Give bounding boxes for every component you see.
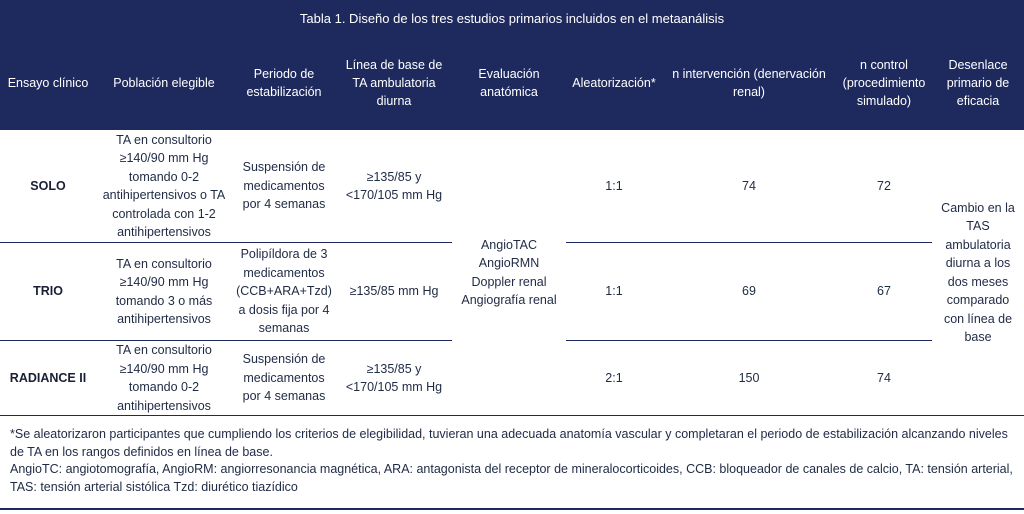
randomization-cell: 1:1 bbox=[566, 243, 662, 341]
anatomy-item: AngioTAC bbox=[480, 237, 538, 252]
trial-name: RADIANCE II bbox=[0, 341, 96, 416]
trial-name: SOLO bbox=[0, 130, 96, 243]
table-row bbox=[0, 130, 1024, 243]
table-title: Tabla 1. Diseño de los tres estudios primarios incluidos en el metaanálisis bbox=[0, 0, 1024, 36]
baseline-cell: ≥135/85 y <170/105 mm Hg bbox=[336, 130, 452, 243]
population-cell: TA en consultorio ≥140/90 mm Hg tomando 0-2 antihipertensivos o TA controlada con 1-2 antihipertensivos bbox=[96, 130, 232, 243]
header-row bbox=[0, 36, 1024, 130]
n-intervention-cell: 69 bbox=[662, 243, 836, 341]
population-cell: TA en consultorio ≥140/90 mm Hg tomando 0-2 antihipertensivos bbox=[96, 341, 232, 416]
header-trial: Ensayo clínico bbox=[0, 36, 96, 130]
n-control-cell: 74 bbox=[836, 341, 932, 416]
randomization-cell: 2:1 bbox=[566, 341, 662, 416]
baseline-cell: ≥135/85 y <170/105 mm Hg bbox=[336, 341, 452, 416]
header-n-control: n control (procedimiento simulado) bbox=[836, 36, 932, 130]
n-control-cell: 72 bbox=[836, 130, 932, 243]
baseline-cell: ≥135/85 mm Hg bbox=[336, 243, 452, 341]
n-intervention-cell: 74 bbox=[662, 130, 836, 243]
header-outcome: Desenlace primario de eficacia bbox=[932, 36, 1024, 130]
anatomy-item: AngioRMN bbox=[478, 256, 540, 270]
trial-name: TRIO bbox=[0, 243, 96, 341]
anatomy-item: Angiografía renal bbox=[461, 293, 557, 307]
header-stabilization: Periodo de estabilización bbox=[232, 36, 336, 130]
header-anatomy: Evaluación anatómica bbox=[452, 36, 566, 130]
study-design-table bbox=[0, 36, 1024, 416]
n-intervention-cell: 150 bbox=[662, 341, 836, 416]
anatomy-cell bbox=[452, 130, 566, 416]
stabilization-cell: Suspensión de medicamentos por 4 semanas bbox=[232, 130, 336, 243]
header-population: Población elegible bbox=[96, 36, 232, 130]
randomization-cell: 1:1 bbox=[566, 130, 662, 243]
table-footnotes bbox=[10, 426, 1016, 496]
header-randomization: Aleatorización* bbox=[566, 36, 662, 130]
stabilization-cell: Suspensión de medicamentos por 4 semanas bbox=[232, 341, 336, 416]
header-baseline: Línea de base de TA ambulatoria diurna bbox=[336, 36, 452, 130]
anatomy-item: Doppler renal bbox=[471, 274, 547, 289]
population-cell: TA en consultorio ≥140/90 mm Hg tomando 3 o más antihipertensivos bbox=[96, 243, 232, 341]
header-n-intervention: n intervención (denervación renal) bbox=[662, 36, 836, 130]
n-control-cell: 67 bbox=[836, 243, 932, 341]
abbreviations-footnote: AngioTC: angiotomografía, AngioRM: angiorresonancia magnética, ARA: antagonista del receptor de mineralocorticoides, CCB: bloqueador de canales de calcio, TA: tensión arterial, TAS: tensión arterial sistólica Tzd: diurético tiazídico bbox=[10, 462, 1013, 494]
randomization-footnote: *Se aleatorizaron participantes que cumpliendo los criterios de elegibilidad, tuvieran una adecuada anatomía vascular y completaran el periodo de estabilización alcanzando niveles de TA en los rangos definidos en línea de base. bbox=[10, 427, 1008, 459]
bottom-divider bbox=[0, 508, 1024, 510]
outcome-cell: Cambio en la TAS ambulatoria diurna a los dos meses comparado con línea de base bbox=[932, 130, 1024, 416]
stabilization-cell: Polipíldora de 3 medicamentos (CCB+ARA+Tzd) a dosis fija por 4 semanas bbox=[232, 243, 336, 341]
